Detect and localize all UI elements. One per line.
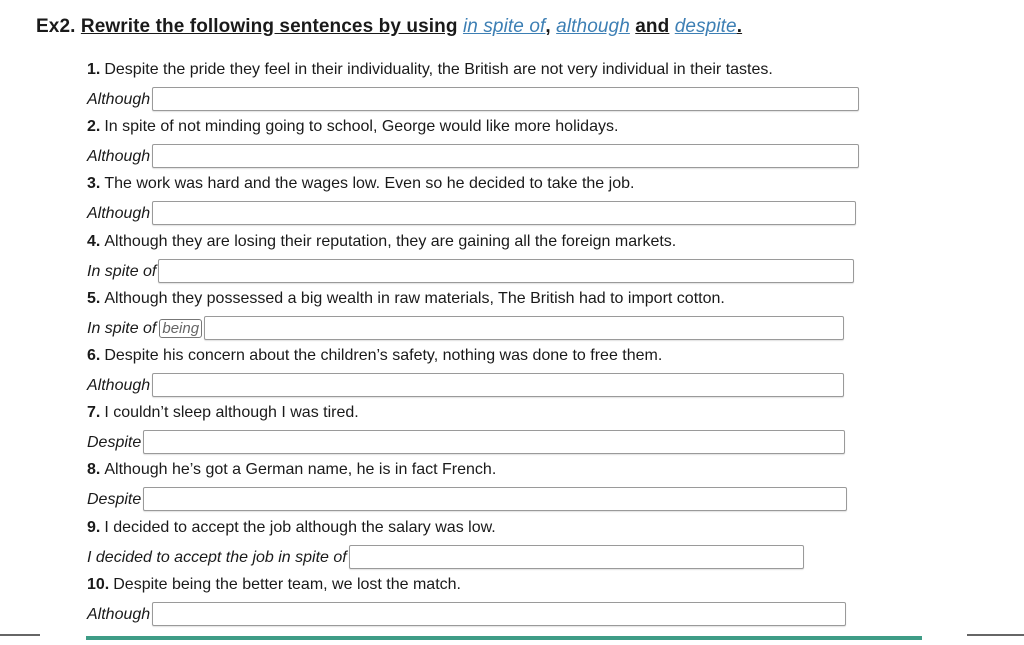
answer-lead: Despite	[87, 434, 142, 452]
answer-row	[87, 87, 859, 111]
question-number: 7.	[87, 404, 101, 422]
exercise-item	[87, 232, 927, 289]
exercise-item	[87, 460, 927, 517]
question-number: 6.	[87, 346, 101, 364]
answer-lead: Despite	[87, 491, 142, 509]
question-text: I decided to accept the job although the salary was low.	[104, 518, 496, 536]
question-sentence	[87, 60, 773, 80]
exercise-item	[87, 174, 927, 231]
answer-lead: Although	[87, 91, 151, 108]
and-word: and	[635, 16, 670, 37]
answer-row	[87, 144, 859, 168]
answer-lead: Although	[87, 376, 151, 394]
page-divider-right	[967, 634, 1024, 636]
question-sentence	[87, 575, 461, 595]
question-sentence	[87, 232, 676, 252]
title-end: .	[736, 16, 743, 37]
exercise-title	[36, 16, 742, 38]
answer-input[interactable]	[152, 373, 844, 397]
exercise-item	[87, 575, 927, 632]
exercise-number: Ex2.	[36, 16, 76, 37]
separator: ,	[545, 16, 551, 37]
exercise-list	[87, 60, 927, 632]
question-number: 1.	[87, 61, 101, 78]
answer-lead: In spite of	[87, 319, 157, 337]
question-text: Despite the pride they feel in their individuality, the British are not very individual in their tastes.	[104, 61, 773, 78]
answer-lead: Although	[87, 605, 151, 623]
exercise-item	[87, 60, 927, 117]
answer-lead: Although	[87, 205, 151, 223]
answer-row	[87, 201, 856, 225]
question-number: 8.	[87, 461, 101, 479]
answer-input[interactable]	[152, 602, 846, 626]
keyword-despite: despite	[674, 16, 737, 37]
question-sentence	[87, 346, 662, 366]
question-text: Despite his concern about the children’s safety, nothing was done to free them.	[104, 346, 663, 364]
answer-input[interactable]	[152, 87, 859, 111]
question-number: 9.	[87, 518, 101, 536]
answer-row	[87, 545, 804, 569]
question-text: The work was hard and the wages low. Even so he decided to take the job.	[104, 175, 635, 193]
keyword-although: although	[556, 16, 630, 37]
answer-input[interactable]	[143, 430, 845, 454]
answer-row	[87, 259, 854, 283]
instruction-text: Rewrite the following sentences by using	[80, 16, 458, 37]
question-number: 5.	[87, 289, 101, 307]
page-divider-accent	[86, 636, 922, 640]
question-number: 4.	[87, 232, 101, 250]
keyword-in-spite-of: in spite of	[462, 16, 546, 37]
question-number: 10.	[87, 575, 110, 593]
question-sentence	[87, 460, 496, 480]
exercise-item	[87, 289, 927, 346]
answer-row	[87, 316, 844, 340]
question-sentence	[87, 518, 496, 538]
exercise-item	[87, 117, 927, 174]
question-number: 3.	[87, 175, 101, 193]
question-text: In spite of not minding going to school, George would like more holidays.	[104, 118, 619, 136]
answer-input[interactable]	[158, 259, 854, 283]
exercise-item	[87, 403, 927, 460]
question-sentence	[87, 117, 618, 137]
answer-lead: Although	[87, 148, 151, 166]
answer-input[interactable]	[204, 316, 844, 340]
answer-row	[87, 487, 847, 511]
question-number: 2.	[87, 118, 101, 136]
exercise-item	[87, 518, 927, 575]
page-divider-left	[0, 634, 40, 636]
question-text: I couldn’t sleep although I was tired.	[104, 404, 359, 422]
answer-row	[87, 430, 845, 454]
question-text: Although they possessed a big wealth in raw materials, The British had to import cotton.	[104, 289, 725, 307]
question-sentence	[87, 289, 725, 309]
hint-chip: being	[159, 319, 202, 338]
answer-input[interactable]	[152, 144, 859, 168]
answer-input[interactable]	[143, 487, 847, 511]
exercise-item	[87, 346, 927, 403]
answer-lead: In spite of	[87, 262, 157, 280]
answer-row	[87, 602, 846, 626]
question-sentence	[87, 174, 634, 194]
question-text: Although he’s got a German name, he is in fact French.	[104, 461, 497, 479]
answer-input[interactable]	[349, 545, 804, 569]
question-sentence	[87, 403, 359, 423]
answer-input[interactable]	[152, 201, 856, 225]
question-text: Although they are losing their reputation, they are gaining all the foreign markets.	[104, 232, 677, 250]
question-text: Despite being the better team, we lost the match.	[113, 575, 461, 593]
answer-lead: I decided to accept the job in spite of	[87, 548, 347, 566]
answer-row	[87, 373, 844, 397]
